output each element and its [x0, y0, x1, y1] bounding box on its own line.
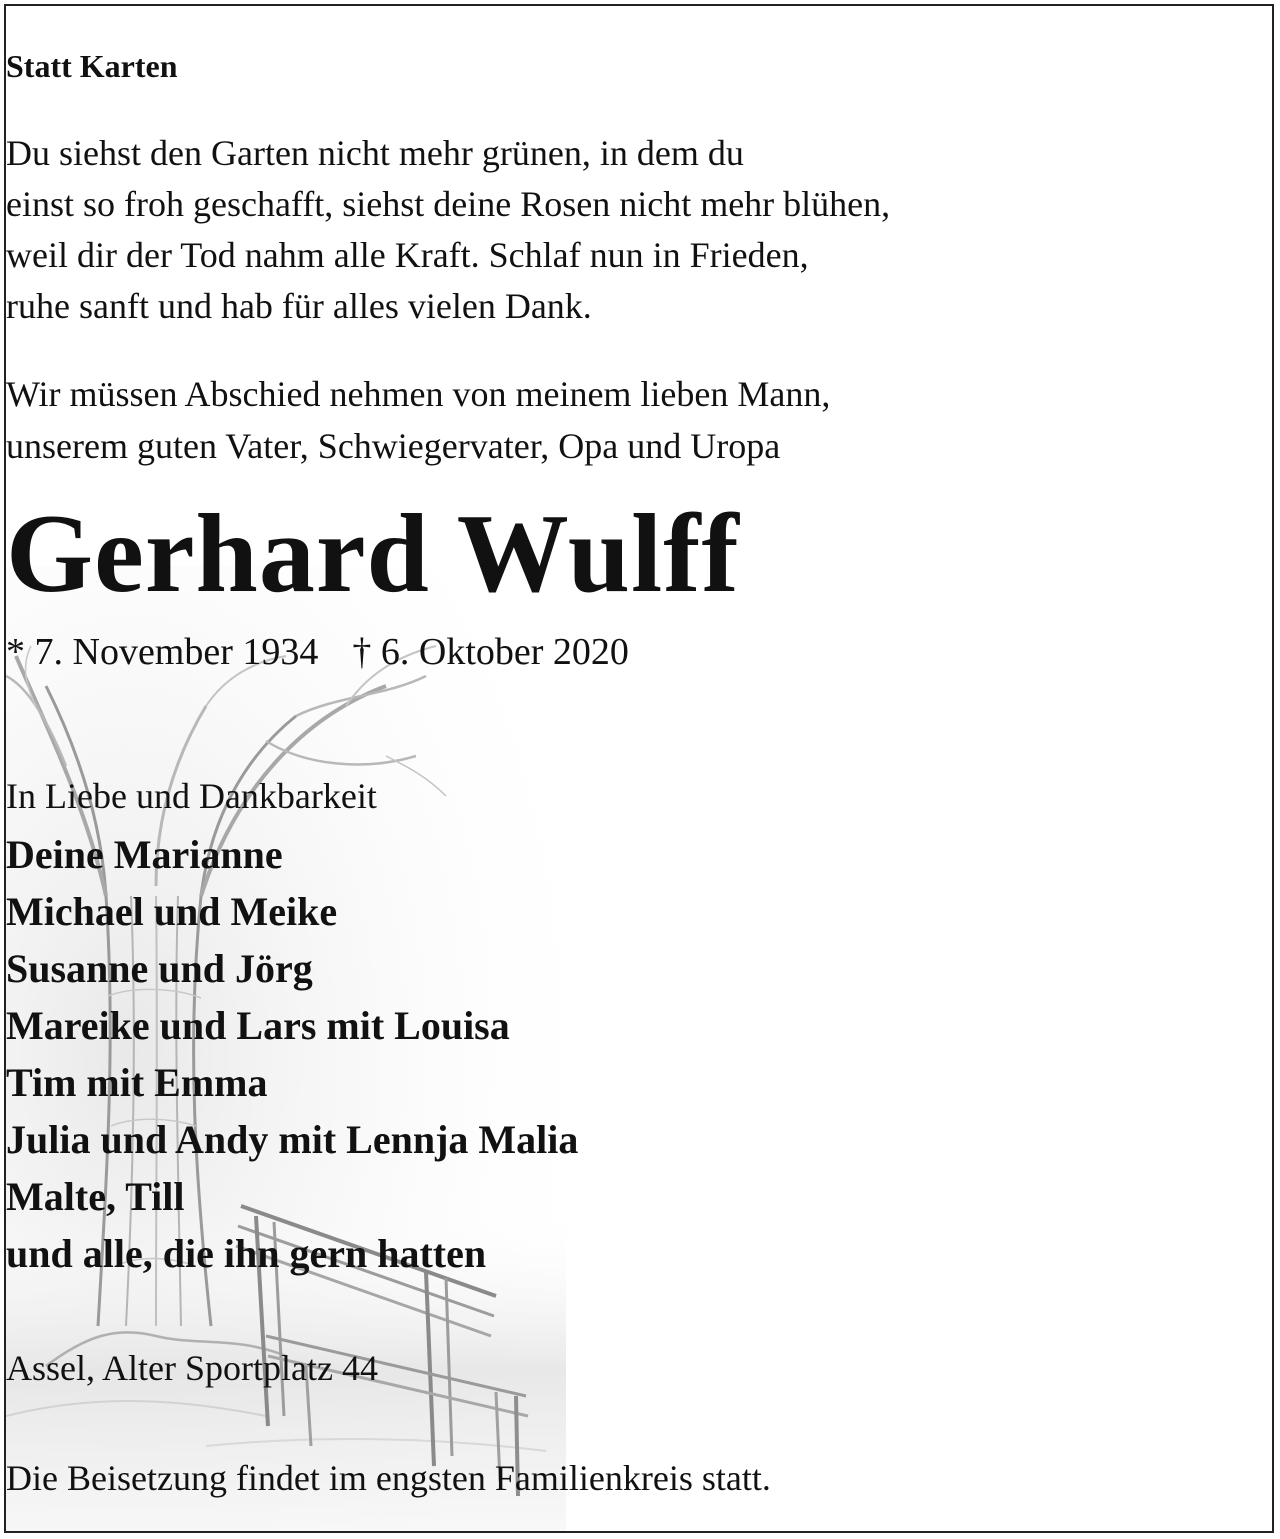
farewell-intro [6, 368, 1272, 472]
intro-line: unserem guten Vater, Schwiegervater, Opa und Uropa [6, 426, 781, 466]
mourners-list [6, 826, 1272, 1282]
intro-line: Wir müssen Abschied nehmen von meinem lieben Mann, [6, 374, 831, 414]
poem-line: ruhe sanft und hab für alles vielen Dank. [6, 286, 592, 326]
mourner-line: Malte, Till [6, 1174, 185, 1219]
death-date: † 6. Oktober 2020 [352, 631, 629, 673]
poem-line: einst so froh geschafft, siehst deine Rosen nicht mehr blühen, [6, 184, 891, 224]
mourner-line: Susanne und Jörg [6, 946, 313, 991]
closing-phrase: In Liebe und Dankbarkeit [6, 776, 377, 816]
birth-date: * 7. November 1934 [6, 631, 319, 673]
poem-line: Du siehst den Garten nicht mehr grünen, in dem du [6, 133, 744, 173]
mourner-line: Julia und Andy mit Lennja Malia [6, 1117, 579, 1162]
mourner-line: und alle, die ihn gern hatten [6, 1231, 487, 1276]
mourner-line: Mareike und Lars mit Louisa [6, 1003, 510, 1048]
mourner-line: Tim mit Emma [6, 1060, 268, 1105]
mourner-line: Deine Marianne [6, 832, 283, 877]
statt-karten-heading: Statt Karten [6, 48, 178, 84]
memorial-poem [6, 128, 1272, 332]
family-address: Assel, Alter Sportplatz 44 [6, 1348, 378, 1388]
obituary-notice [4, 4, 1274, 1533]
burial-notice: Die Beisetzung findet im engsten Familienkreis statt. [6, 1458, 771, 1498]
deceased-name: Gerhard Wulff [6, 492, 740, 616]
mourner-line: Michael und Meike [6, 889, 338, 934]
poem-line: weil dir der Tod nahm alle Kraft. Schlaf nun in Frieden, [6, 235, 809, 275]
life-dates [6, 626, 1272, 678]
